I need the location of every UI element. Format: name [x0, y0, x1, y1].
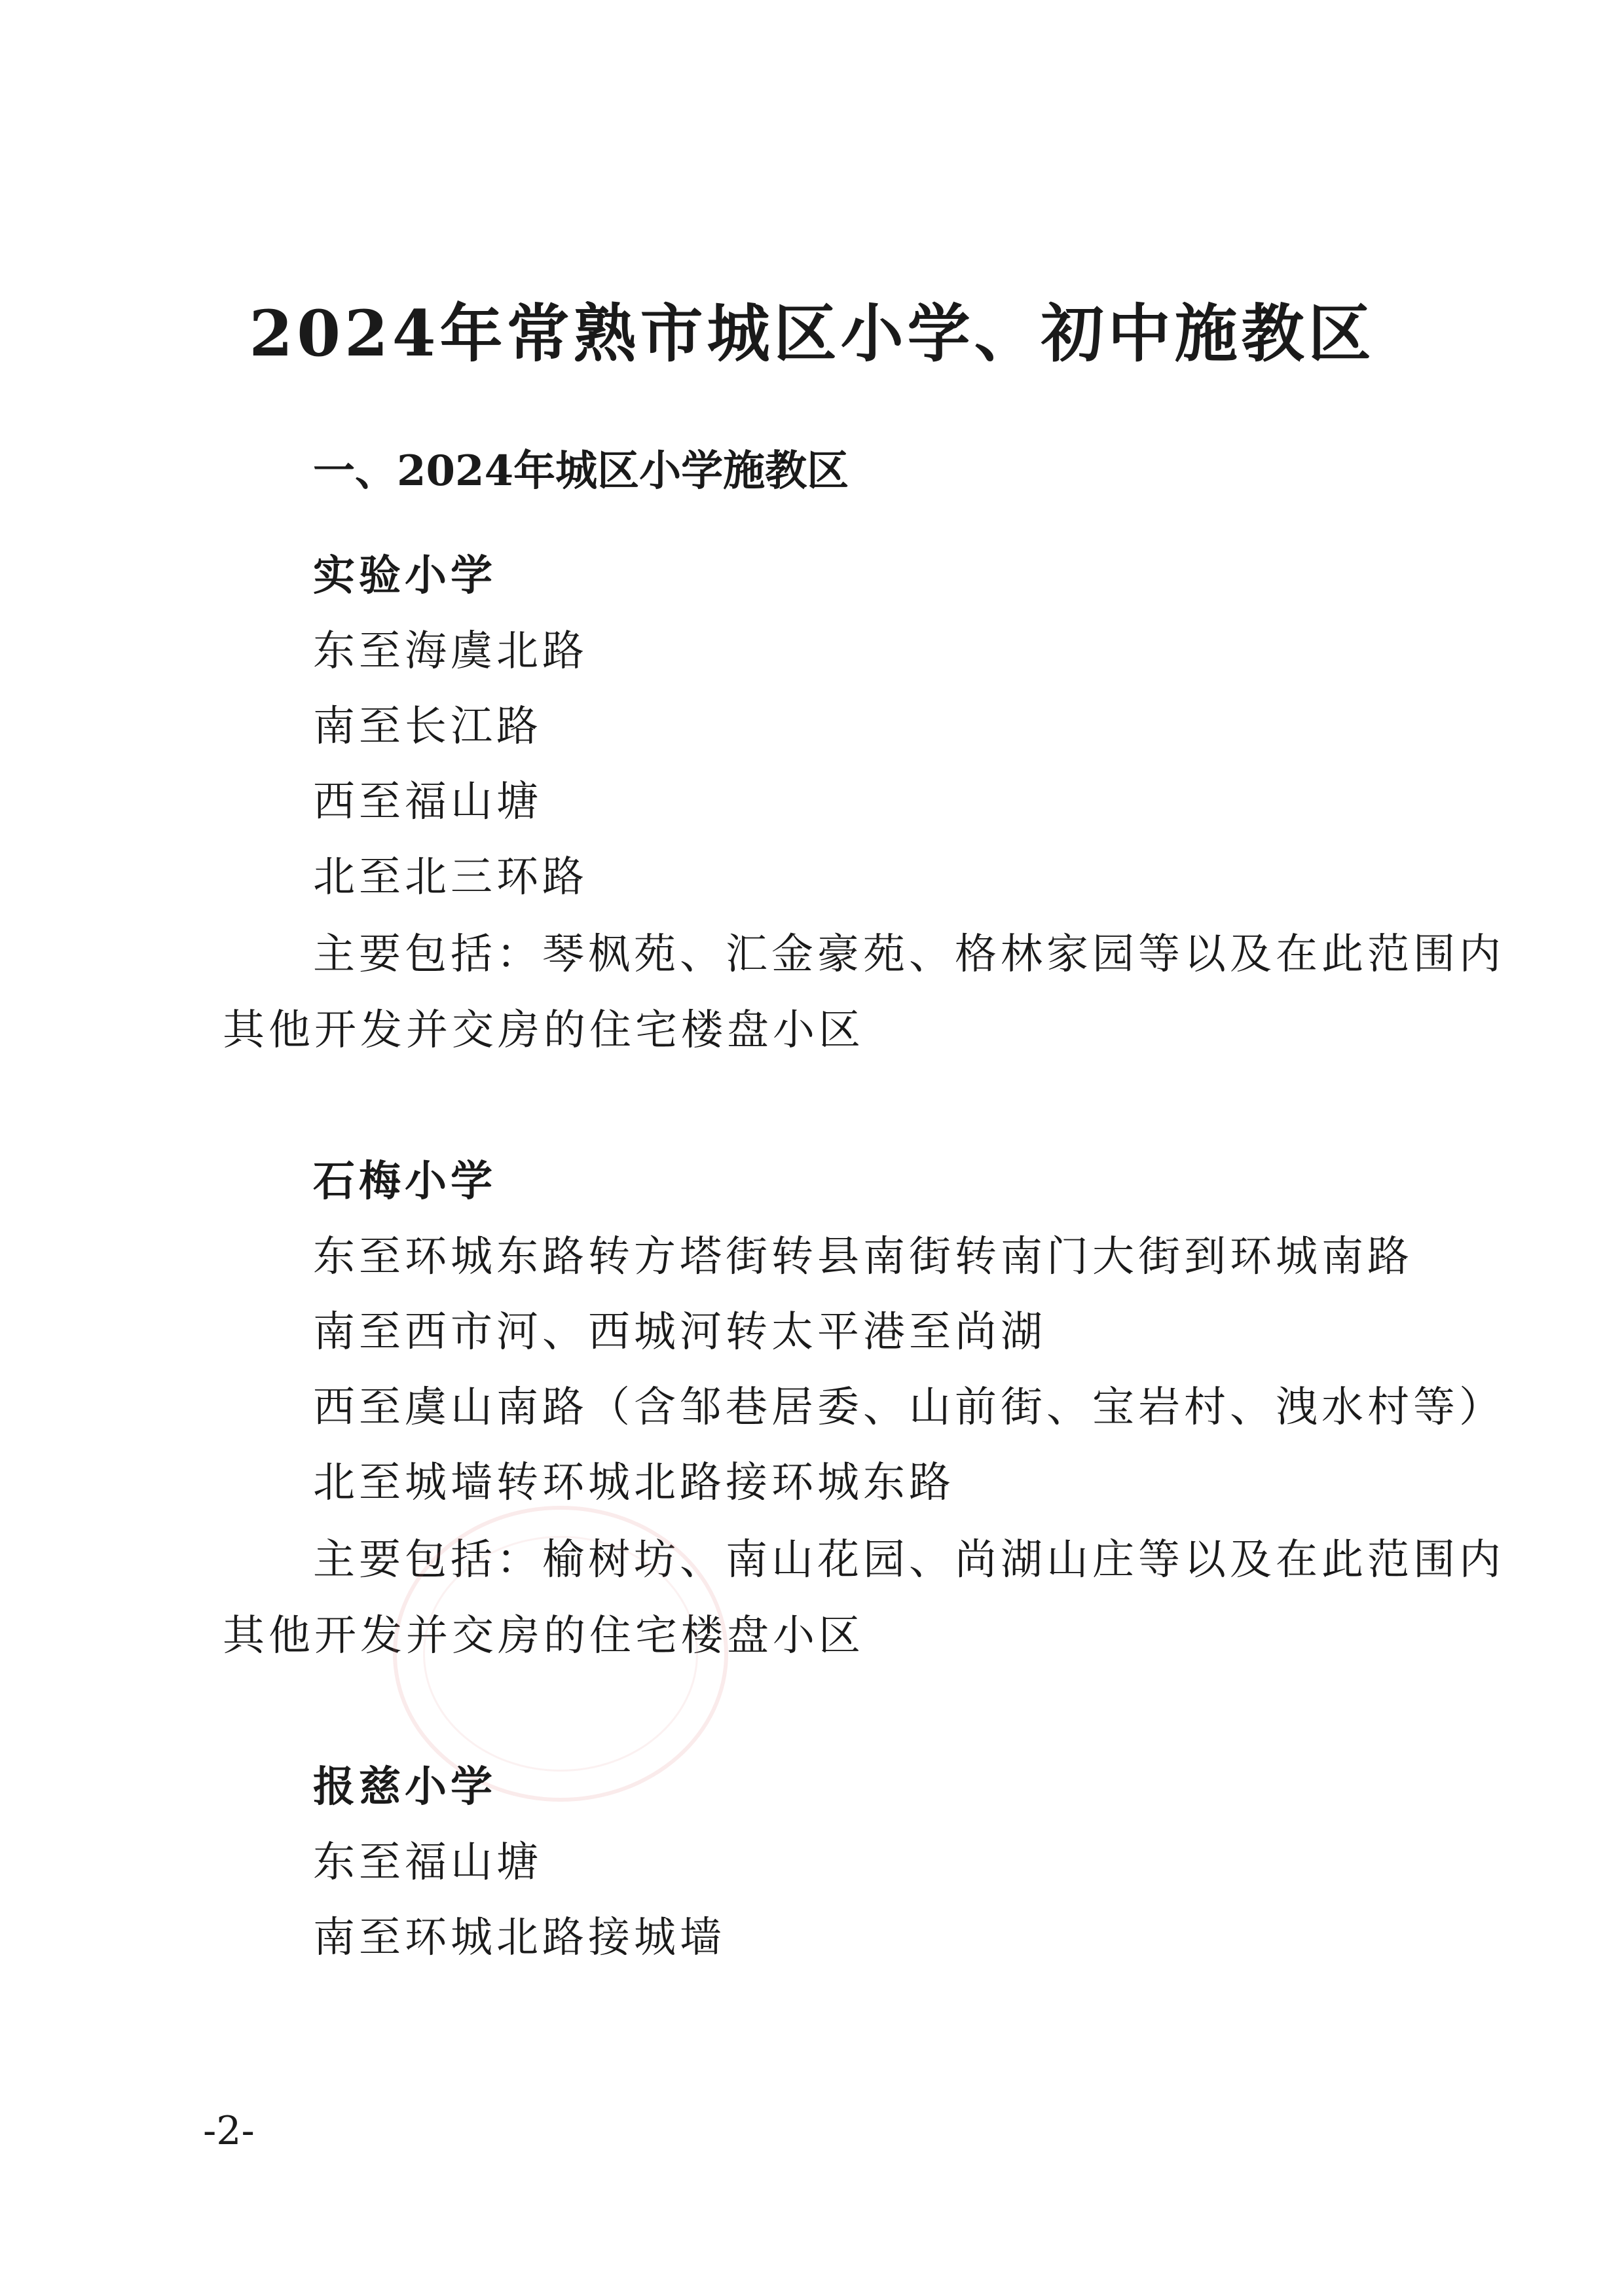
boundary-line: 南至西市河、西城河转太平港至尚湖	[313, 1308, 1046, 1357]
boundary-line: 西至福山塘	[313, 778, 542, 826]
includes-text: 主要包括：榆树坊、南山花园、尚湖山庄等以及在此范围内	[313, 1536, 1505, 1584]
boundary-line: 东至海虞北路	[313, 627, 588, 676]
document-title: 2024年常熟市城区小学、初中施教区	[249, 297, 1375, 371]
school-name: 石梅小学	[313, 1157, 496, 1206]
boundary-line: 北至北三环路	[313, 853, 588, 902]
stamp-ring	[423, 1536, 698, 1772]
boundary-line: 北至城墙转环城北路接环城东路	[313, 1459, 955, 1507]
includes-text-continued: 其他开发并交房的住宅楼盘小区	[223, 1612, 864, 1660]
includes-text-continued: 其他开发并交房的住宅楼盘小区	[223, 1006, 864, 1055]
includes-text: 主要包括：琴枫苑、汇金豪苑、格林家园等以及在此范围内	[313, 930, 1505, 979]
boundary-line: 东至环城东路转方塔街转县南街转南门大街到环城南路	[313, 1233, 1413, 1281]
boundary-line: 西至虞山南路（含邹巷居委、山前街、宝岩村、洩水村等）	[313, 1383, 1505, 1432]
boundary-line: 南至长江路	[313, 702, 542, 751]
school-name: 实验小学	[313, 551, 496, 600]
boundary-line: 东至福山塘	[313, 1838, 542, 1887]
school-name: 报慈小学	[313, 1762, 496, 1812]
page-number: -2-	[203, 2108, 255, 2154]
boundary-line: 南至环城北路接城墙	[313, 1914, 726, 1962]
section-heading: 一、2024年城区小学施教区	[313, 446, 849, 496]
